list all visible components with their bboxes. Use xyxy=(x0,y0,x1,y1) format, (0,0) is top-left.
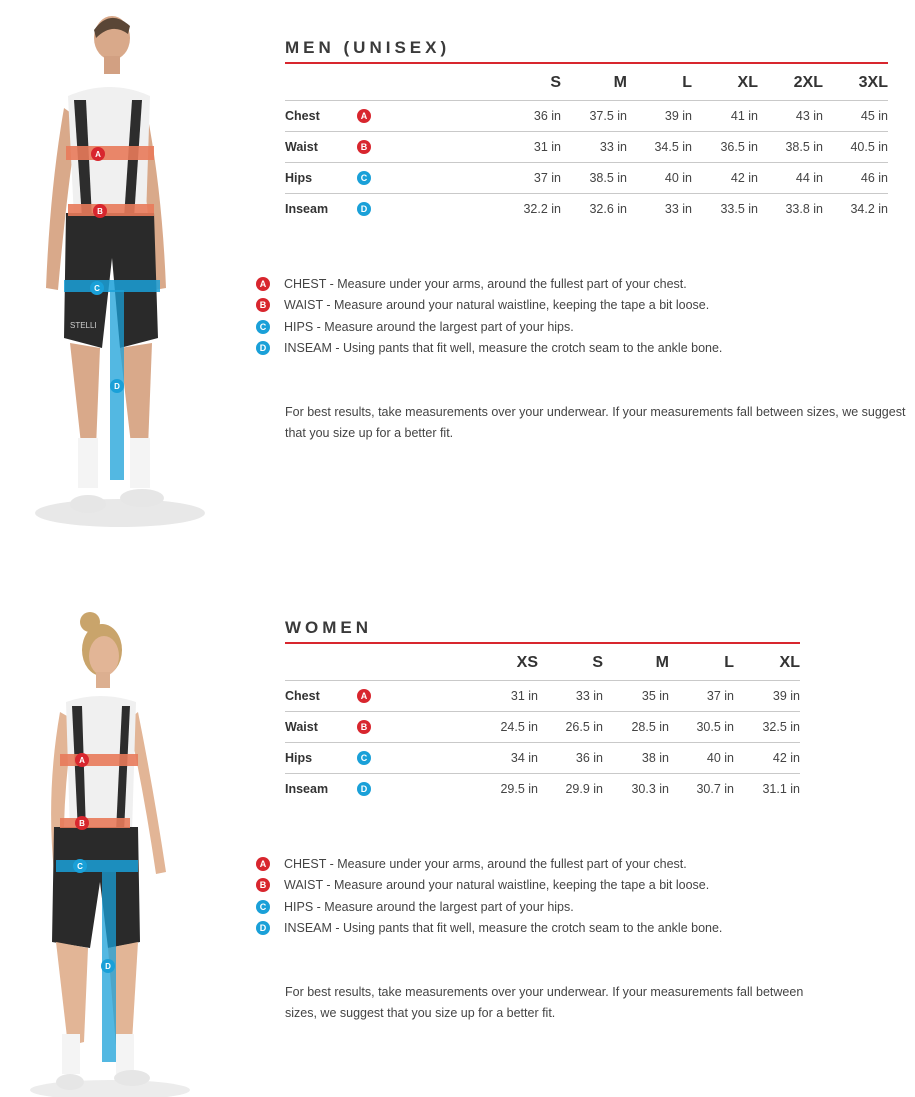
badge-c-icon: C xyxy=(357,171,371,185)
table-cell: 40 in xyxy=(627,163,692,194)
badge-b-icon: B xyxy=(256,298,270,312)
women-figure-badge-d xyxy=(101,959,115,973)
men-figure-badge-c xyxy=(90,281,104,295)
table-cell: 36 in xyxy=(407,101,561,132)
men-figure-badge-a xyxy=(91,147,105,161)
women-size-table xyxy=(285,646,800,804)
table-cell: 42 in xyxy=(734,743,800,774)
women-section-title: WOMEN xyxy=(285,618,373,637)
legend-item xyxy=(256,295,722,317)
badge-d-icon: D xyxy=(357,782,371,796)
size-header: 3XL xyxy=(823,66,888,101)
badge-d-icon: D xyxy=(357,202,371,216)
badge-a-icon: A xyxy=(357,689,371,703)
men-measurement-legend xyxy=(256,273,722,359)
table-cell: 46 in xyxy=(823,163,888,194)
table-cell: 44 in xyxy=(758,163,823,194)
women-figure-illustration xyxy=(20,602,210,1097)
table-cell: 29.5 in xyxy=(500,782,538,796)
legend-text: HIPS - Measure around the largest part of your hips. xyxy=(284,899,574,914)
table-row xyxy=(285,194,888,225)
table-cell: 37 in xyxy=(669,681,734,712)
table-cell: 30.5 in xyxy=(669,712,734,743)
table-cell: 37 in xyxy=(407,163,561,194)
table-cell: 28.5 in xyxy=(603,712,669,743)
badge-a-icon: A xyxy=(256,857,270,871)
table-row xyxy=(285,681,800,712)
table-cell: 37.5 in xyxy=(561,101,627,132)
note-line: For best results, take measurements over your underwear. If your measurements fall between xyxy=(285,985,804,999)
legend-text: WAIST - Measure around your natural waistline, keeping the tape a bit loose. xyxy=(284,878,710,893)
note-line: sizes, we suggest that you size up for a better fit. xyxy=(285,1006,556,1020)
legend-text: CHEST - Measure under your arms, around the fullest part of your chest. xyxy=(284,276,687,291)
row-label: Waist xyxy=(285,132,357,163)
size-header: L xyxy=(669,646,734,681)
badge-b-icon: B xyxy=(357,720,371,734)
size-header: XL xyxy=(734,646,800,681)
badge-d-icon: D xyxy=(256,921,270,935)
row-label: Waist xyxy=(285,712,357,743)
badge-b-icon: B xyxy=(357,140,371,154)
table-row xyxy=(285,712,800,743)
svg-text:A: A xyxy=(95,150,101,159)
size-header: XS xyxy=(407,646,538,681)
table-cell: 42 in xyxy=(692,163,758,194)
legend-item xyxy=(256,338,722,360)
svg-text:B: B xyxy=(79,819,85,828)
badge-c-icon: C xyxy=(256,900,270,914)
size-header: M xyxy=(561,66,627,101)
men-figure-badge-b xyxy=(93,204,107,218)
table-cell: 26.5 in xyxy=(538,712,603,743)
note-line: For best results, take measurements over your underwear. If your measurements fall between sizes, we suggest xyxy=(285,405,906,419)
table-cell: 43 in xyxy=(758,101,823,132)
women-size-header-row xyxy=(285,646,800,681)
men-section-title: MEN (UNISEX) xyxy=(285,38,451,57)
badge-a-icon: A xyxy=(256,277,270,291)
table-cell: 29.9 in xyxy=(565,782,603,796)
table-row xyxy=(285,774,800,805)
table-cell: 41 in xyxy=(692,101,758,132)
women-figure-badge-b xyxy=(75,816,89,830)
legend-text: INSEAM - Using pants that fit well, measure the crotch seam to the ankle bone. xyxy=(284,341,723,356)
legend-item xyxy=(256,273,722,295)
svg-text:C: C xyxy=(77,862,83,871)
table-cell: 33 in xyxy=(538,681,603,712)
row-label: Inseam xyxy=(285,202,329,216)
table-cell: 45 in xyxy=(823,101,888,132)
size-header: S xyxy=(538,646,603,681)
men-figure-badge-d xyxy=(110,379,124,393)
table-cell: 31.1 in xyxy=(762,782,800,796)
table-cell: 40.5 in xyxy=(823,132,888,163)
legend-text: CHEST - Measure under your arms, around the fullest part of your chest. xyxy=(284,856,687,871)
note-line: that you size up for a better fit. xyxy=(285,426,454,440)
legend-text: HIPS - Measure around the largest part of your hips. xyxy=(284,319,574,334)
men-fit-note xyxy=(285,402,905,444)
men-section xyxy=(0,0,915,540)
size-header: XL xyxy=(692,66,758,101)
table-cell: 34 in xyxy=(407,743,538,774)
table-cell: 38.5 in xyxy=(758,132,823,163)
table-cell: 40 in xyxy=(669,743,734,774)
table-cell: 34.5 in xyxy=(627,132,692,163)
men-figure-illustration xyxy=(20,8,210,528)
table-cell: 33.5 in xyxy=(720,202,758,216)
size-header: S xyxy=(407,66,561,101)
legend-item xyxy=(256,316,722,338)
table-cell: 31 in xyxy=(407,681,538,712)
table-cell: 34.2 in xyxy=(850,202,888,216)
table-cell: 24.5 in xyxy=(407,712,538,743)
table-cell: 33 in xyxy=(664,202,692,216)
table-row xyxy=(285,743,800,774)
men-size-table xyxy=(285,66,888,224)
badge-a-icon: A xyxy=(357,109,371,123)
men-figure-logo: STELLI xyxy=(70,321,97,330)
svg-text:A: A xyxy=(79,756,85,765)
women-fit-note xyxy=(285,982,803,1024)
table-cell: 30.3 in xyxy=(631,782,669,796)
table-cell: 33.8 in xyxy=(785,202,823,216)
table-row xyxy=(285,163,888,194)
legend-item xyxy=(256,853,722,875)
row-label: Hips xyxy=(285,163,357,194)
size-header: L xyxy=(627,66,692,101)
table-cell: 32.5 in xyxy=(734,712,800,743)
table-cell: 38 in xyxy=(603,743,669,774)
legend-item xyxy=(256,896,722,918)
legend-text: WAIST - Measure around your natural waistline, keeping the tape a bit loose. xyxy=(284,298,710,313)
size-header: 2XL xyxy=(758,66,823,101)
svg-text:C: C xyxy=(94,284,100,293)
women-figure-badge-a xyxy=(75,753,89,767)
badge-b-icon: B xyxy=(256,878,270,892)
badge-c-icon: C xyxy=(256,320,270,334)
men-title-rule xyxy=(285,62,888,64)
table-cell: 33 in xyxy=(561,132,627,163)
table-cell: 39 in xyxy=(734,681,800,712)
table-cell: 36.5 in xyxy=(692,132,758,163)
women-figure-badge-c xyxy=(73,859,87,873)
table-cell: 39 in xyxy=(627,101,692,132)
table-cell: 31 in xyxy=(407,132,561,163)
women-title-rule xyxy=(285,642,800,644)
table-cell: 36 in xyxy=(538,743,603,774)
table-cell: 30.7 in xyxy=(696,782,734,796)
table-row xyxy=(285,132,888,163)
legend-text: INSEAM - Using pants that fit well, measure the crotch seam to the ankle bone. xyxy=(284,921,723,936)
svg-text:D: D xyxy=(105,962,111,971)
svg-text:D: D xyxy=(114,382,120,391)
row-label: Chest xyxy=(285,101,357,132)
row-label: Hips xyxy=(285,743,357,774)
table-cell: 38.5 in xyxy=(561,163,627,194)
table-cell: 32.2 in xyxy=(523,202,561,216)
men-size-header-row xyxy=(285,66,888,101)
size-header: M xyxy=(603,646,669,681)
legend-item xyxy=(256,918,722,940)
badge-d-icon: D xyxy=(256,341,270,355)
badge-c-icon: C xyxy=(357,751,371,765)
women-section xyxy=(0,580,915,1097)
women-measurement-legend xyxy=(256,853,722,939)
legend-item xyxy=(256,875,722,897)
table-cell: 35 in xyxy=(603,681,669,712)
row-label: Inseam xyxy=(285,782,329,796)
table-row xyxy=(285,101,888,132)
table-cell: 32.6 in xyxy=(589,202,627,216)
row-label: Chest xyxy=(285,681,357,712)
svg-text:B: B xyxy=(97,207,103,216)
